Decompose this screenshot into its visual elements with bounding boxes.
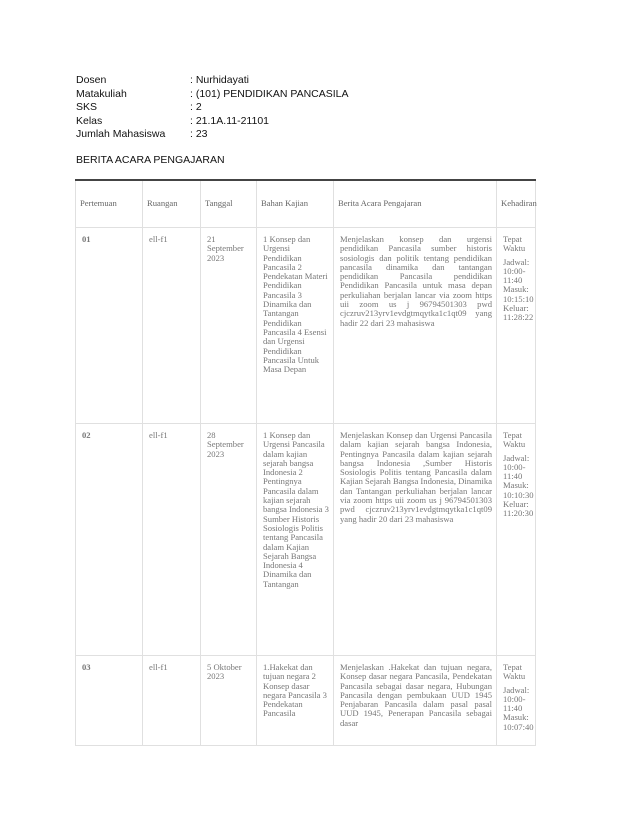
col-header-ruangan: Ruangan (143, 180, 201, 228)
kehadiran-jadwal: 10:00-11:40 (503, 461, 526, 482)
kehadiran-keluar-label: Keluar: (503, 303, 529, 314)
cell-kehadiran (497, 424, 536, 656)
info-value: : 2 (190, 101, 202, 113)
info-label: Matakuliah (76, 87, 127, 100)
cell-pertemuan: 02 (76, 424, 143, 656)
col-header-bahan-kajian: Bahan Kajian (257, 180, 334, 228)
info-label: Jumlah Mahasiswa (76, 128, 166, 140)
kehadiran-masuk-label: Masuk: (503, 712, 529, 723)
col-header-kehadiran: Kehadiran (497, 180, 536, 228)
info-value: : Nurhidayati (190, 74, 249, 86)
kehadiran-jadwal: 10:00-11:40 (503, 693, 526, 714)
table-row (76, 228, 536, 424)
info-row-sks (76, 101, 349, 115)
kehadiran-status: Tepat Waktu (503, 430, 526, 450)
kehadiran-keluar: 11:28:22 (503, 312, 534, 323)
section-title: BERITA ACARA PENGAJARAN (76, 154, 225, 166)
kehadiran-jadwal-label: Jadwal: (503, 684, 530, 695)
cell-berita-acara: Menjelaskan .Hakekat dan tujuan negara, Konsep dasar negara Pancasila, Pendekatan Pancasila sebagai dasar negara, Hubungan Pancasila dengan pembukaan UUD 1945 Penjabaran Pancasila dalam pasal pasal UUD 1945, Penerapan Pancasila sebagai dasar (334, 656, 497, 746)
cell-tanggal: 21 September 2023 (201, 228, 257, 424)
info-row-dosen (76, 74, 349, 88)
course-info (76, 74, 349, 142)
info-label: Kelas (76, 114, 103, 127)
table-row (76, 656, 536, 746)
teaching-record-table (75, 179, 536, 746)
kehadiran-keluar: 11:20:30 (503, 508, 534, 519)
kehadiran-keluar-label: Keluar: (503, 499, 529, 510)
kehadiran-masuk: 10:10:30 (503, 489, 534, 500)
cell-tanggal: 28 September 2023 (201, 424, 257, 656)
info-row-kelas (76, 115, 349, 129)
cell-bahan-kajian: 1.Hakekat dan tujuan negara 2 Konsep dasar negara Pancasila 3 Pendekatan Pancasila (257, 656, 334, 746)
kehadiran-jadwal-label: Jadwal: (503, 256, 530, 267)
kehadiran-jadwal: 10:00-11:40 (503, 265, 526, 286)
cell-bahan-kajian: 1 Konsep dan Urgensi Pancasila dalam kajian sejarah bangsa Indonesia 2 Pentingnya Pancasila dalam kajian sejarah bangsa Indonesia 3 Sumber Historis Sosiologis Politis tentang Pancasila dalam Kajian Sejarah Bangsa Indonesia 4 Dinamika dan Tantangan (257, 424, 334, 656)
info-value: : 23 (190, 128, 208, 140)
cell-ruangan: ell-f1 (143, 424, 201, 656)
info-value: : (101) PENDIDIKAN PANCASILA (190, 87, 349, 100)
col-header-tanggal: Tanggal (201, 180, 257, 228)
kehadiran-status: Tepat Waktu (503, 234, 526, 254)
cell-berita-acara: Menjelaskan Konsep dan Urgensi Pancasila dalam kajian sejarah bangsa Indonesia, Pentingnya Pancasila dalam kajian sejarah bangsa Indonesia ,Sumber Historis Sosiologis Politis tentang Pancasila dalam Kajian Sejarah Bangsa Indonesia, Dinamika dan Tantangan perkuliahan berjalan lancar via zoom https uii zoom us j 96794501303 pwd cjczruv213yrv1evdgtmqytka1c1qt09 yang hadir 20 dari 23 mahasiswa (334, 424, 497, 656)
kehadiran-masuk-label: Masuk: (503, 480, 529, 491)
col-header-pertemuan: Pertemuan (76, 180, 143, 228)
kehadiran-status: Tepat Waktu (503, 662, 526, 682)
info-row-jumlah-mahasiswa (76, 128, 349, 142)
table-row (76, 424, 536, 656)
cell-kehadiran (497, 656, 536, 746)
info-label: Dosen (76, 74, 107, 86)
cell-ruangan: ell-f1 (143, 228, 201, 424)
kehadiran-jadwal-label: Jadwal: (503, 452, 530, 463)
cell-bahan-kajian: 1 Konsep dan Urgensi Pendidikan Pancasila 2 Pendekatan Materi Pendidikan Pancasila 3 Dinamika dan Tantangan Pendidikan Pancasila 4 Esensi dan Urgensi Pendidikan Pancasila Untuk Masa Depan (257, 228, 334, 424)
info-row-matakuliah (76, 88, 349, 102)
kehadiran-masuk: 10:07:40 (503, 721, 534, 732)
cell-pertemuan: 01 (76, 228, 143, 424)
kehadiran-masuk: 10:15:10 (503, 293, 534, 304)
cell-tanggal: 5 Oktober 2023 (201, 656, 257, 746)
cell-kehadiran (497, 228, 536, 424)
cell-berita-acara: Menjelaskan konsep dan urgensi pendidikan Pancasila sumber historis sosiologis dan politik tentang pendidikan pancasila dinamika dan tantangan pendidikan Pancasila pendidikan Pendidikan Pancasila untuk masa depan perkuliahan berjalan lancar via zoom https uii zoom us j 96794501303 pwd cjczruv213yrv1evdgtmqytka1c1qt09 yang hadir 22 dari 23 mahasiswa (334, 228, 497, 424)
kehadiran-masuk-label: Masuk: (503, 284, 529, 295)
info-value: : 21.1A.11-21101 (190, 114, 270, 127)
cell-ruangan: ell-f1 (143, 656, 201, 746)
col-header-berita-acara: Berita Acara Pengajaran (334, 180, 497, 228)
cell-pertemuan: 03 (76, 656, 143, 746)
table-header-row (76, 180, 536, 228)
info-label: SKS (76, 101, 98, 113)
